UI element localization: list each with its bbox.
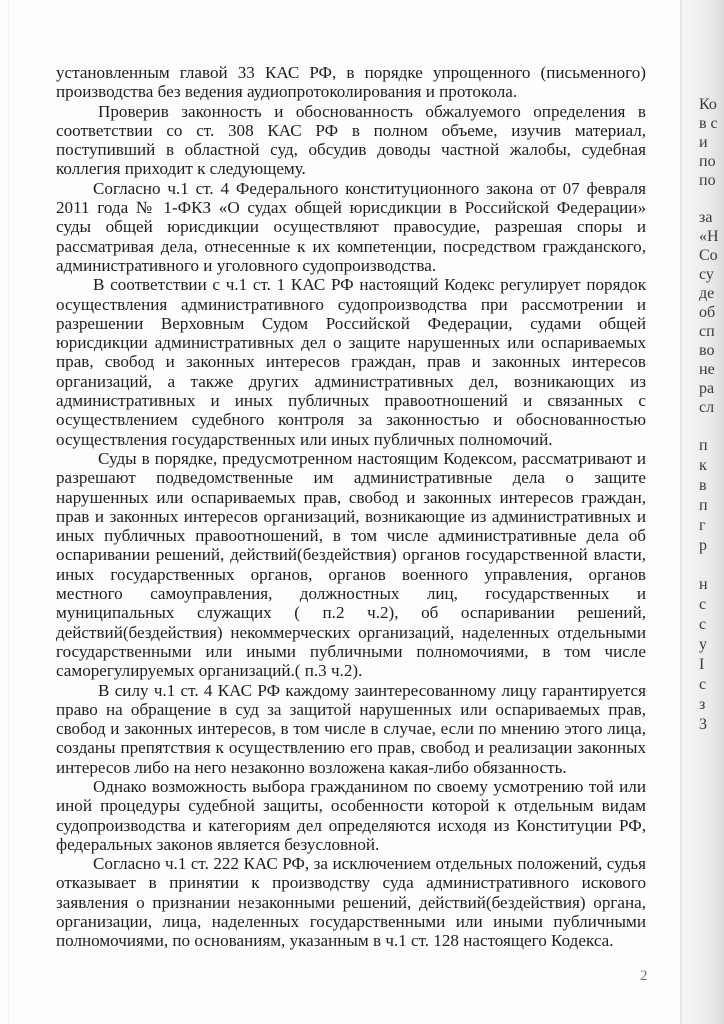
adjacent-fragment: с	[699, 596, 707, 613]
paragraph-federal-law: Согласно ч.1 ст. 4 Федерального конституционного закона от 07 февраля 2011 года № 1-ФКЗ «О судах общей юрисдикции в Российской Федерации» суды общей юрисдикции осуществляют правосудие, разрешая споры и рассматривая дела, отнесенные к их компетенции, посредством гражданского, административного и уголовного судопроизводства.	[56, 178, 646, 275]
adjacent-fragment: I	[699, 656, 705, 673]
adjacent-fragment: г	[699, 517, 706, 534]
page-number: 2	[640, 968, 648, 984]
adjacent-fragment: и	[699, 134, 708, 151]
adjacent-fragment: з	[699, 696, 706, 713]
adjacent-fragment: об	[699, 304, 716, 321]
adjacent-fragment: п	[699, 497, 708, 514]
adjacent-fragment: за	[699, 209, 713, 226]
adjacent-fragment: «Н	[699, 228, 719, 245]
adjacent-fragment: в с	[699, 115, 718, 132]
adjacent-fragment: не	[699, 361, 715, 378]
adjacent-fragment: 3	[699, 716, 707, 733]
adjacent-fragment: р	[699, 537, 707, 554]
paragraph-kas-article-1: В соответствии с ч.1 ст. 1 КАС РФ настоящий Кодекс регулирует порядок осуществления административного судопроизводства при рассмотрении и разрешении Верховным Судом Российской Федерации, судами общей юрисдикции административных дел о защите нарушенных или оспариваемых прав, свобод и законных интересов граждан, прав и законных интересов организаций, а также других административных дел, возникающих из административных и иных публичных правоотношений и связанных с осуществлением судебного контроля за законностью и обоснованностью осуществления государственных или иных публичных полномочий.	[56, 275, 646, 449]
paragraph-kas-article-222: Согласно ч.1 ст. 222 КАС РФ, за исключением отдельных положений, судья отказывает в принятии к производству суда административного искового заявления о признании незаконными решений, действий(бездействия) органа, организации, лица, наделенных государственными или иными публичными полномочиями, по основаниям, указанным в ч.1 ст. 128 настоящего Кодекса.	[56, 854, 646, 951]
adjacent-fragment: по	[699, 153, 716, 170]
paragraph-procedure-choice: Однако возможность выбора гражданином по своему усмотрению той или иной процедуры судебной защиты, особенности которой к отдельным видам судопроизводства и категориям дел определяются исходя из Конституции РФ, федеральных законов является безусловной.	[56, 776, 646, 854]
adjacent-fragment: су	[699, 266, 714, 283]
adjacent-fragment: сл	[699, 399, 715, 416]
adjacent-fragment: Ко	[699, 96, 717, 113]
adjacent-fragment: с	[699, 616, 707, 633]
paragraph-kas-article-4: В силу ч.1 ст. 4 КАС РФ каждому заинтересованному лицу гарантируется право на обращение в суд за защитой нарушенных или оспариваемых прав, свобод и законных интересов, в том числе в случае, если по мнению этого лица, созданы препятствия к осуществлению его прав, свобод и реализации законных интересов либо на него незаконно возложена какая-либо обязанность.	[56, 680, 646, 777]
paragraph-procedure: установленным главой 33 КАС РФ, в порядке упрощенного (письменного) производства без ведения аудиопротоколирования и протокола.	[56, 63, 646, 102]
paragraph-courts-jurisdiction: Суды в порядке, предусмотренном настоящим Кодексом, рассматривают и разрешают подведомственные им административные дела о защите нарушенных или оспариваемых прав, свобод и законных интересов граждан, прав и законных интересов организаций, возникающие из административных и иных публичных правоотношений, в том числе административные дела об оспаривании решений, действий(бездействия) органов государственной власти, иных государственных органов, органов военного управления, органов местного самоуправления, должностных лиц, государственных и муниципальных служащих ( п.2 ч.2), об оспаривании решений, действий(бездействия) некоммерческих организаций, наделенных отдельными государственными или иными публичными полномочиями, в том числе саморегулируемых организаций.( п.3 ч.2).	[56, 448, 646, 681]
adjacent-fragment: ра	[699, 380, 715, 397]
document-body	[56, 63, 646, 951]
adjacent-fragment: к	[699, 457, 707, 474]
adjacent-fragment: н	[699, 576, 708, 593]
adjacent-fragment: сп	[699, 323, 715, 340]
adjacent-fragment: во	[699, 342, 715, 359]
adjacent-fragment: в	[699, 477, 707, 494]
adjacent-fragment: п	[699, 437, 708, 454]
adjacent-page-edge	[683, 0, 724, 1024]
adjacent-fragment: у	[699, 636, 707, 653]
scan-edge	[8, 0, 9, 1024]
adjacent-fragment: Со	[699, 247, 718, 264]
adjacent-fragment: с	[699, 676, 707, 693]
paragraph-review: Проверив законность и обоснованность обжалуемого определения в соответствии со ст. 308 КАС РФ в полном объеме, изучив материал, поступивший в областной суд, обсудив доводы частной жалобы, судебная коллегия приходит к следующему.	[56, 101, 646, 179]
adjacent-fragment: по	[699, 172, 716, 189]
adjacent-fragment: де	[699, 285, 715, 302]
